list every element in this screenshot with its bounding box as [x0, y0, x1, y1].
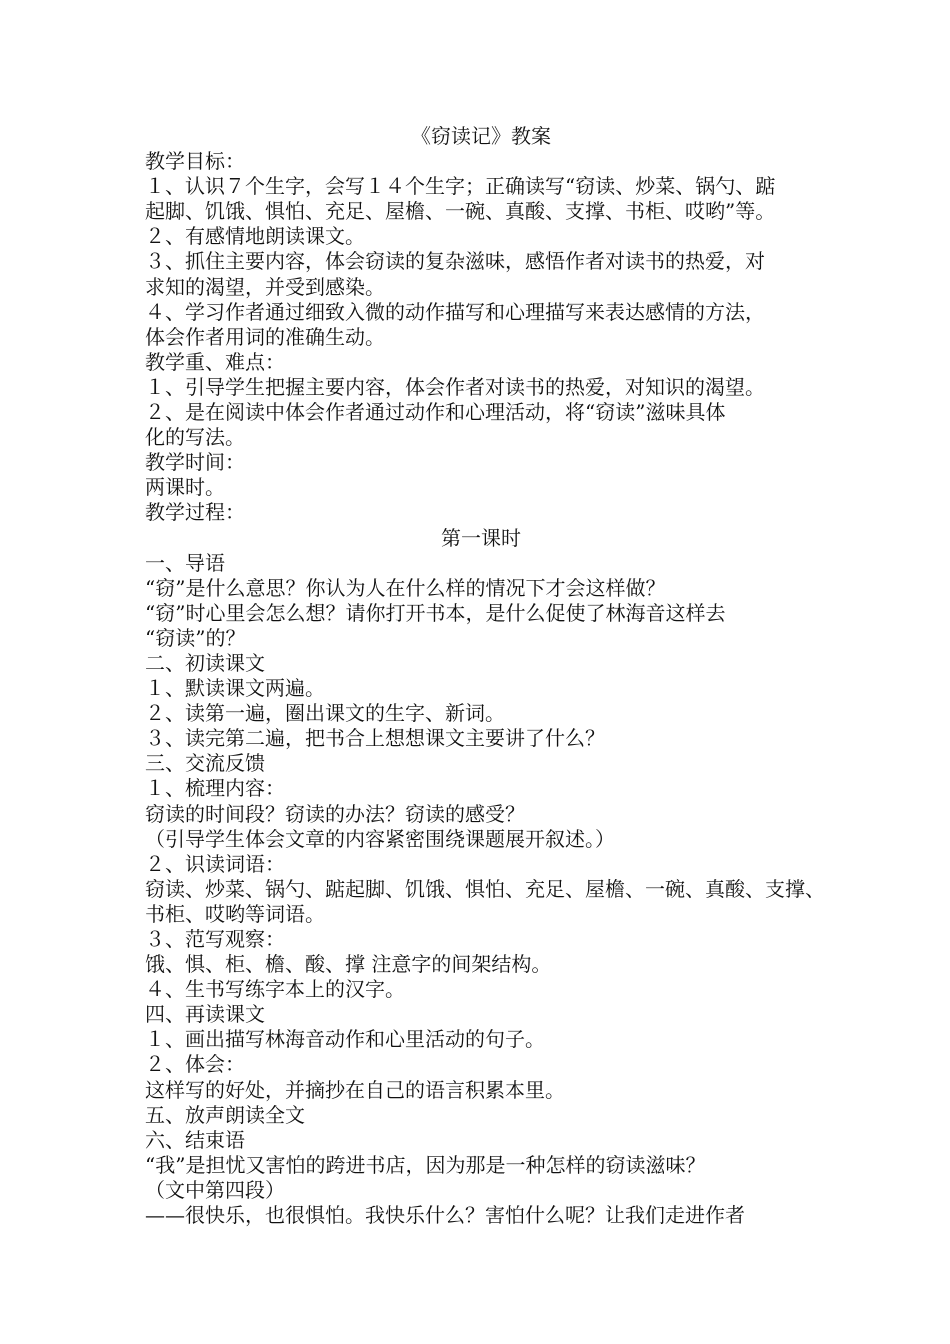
text-line: ２、读第一遍，圈出课文的生字、新词。 [145, 701, 505, 726]
text-line: “窃”时心里会怎么想？请你打开书本，是什么促使了林海音这样去 [145, 600, 726, 625]
text-line: ２、体会： [145, 1052, 245, 1077]
section-heading: 第一课时 [441, 525, 521, 550]
text-line: ４、生书写练字本上的汉字。 [145, 977, 405, 1002]
text-line: “我”是担忧又害怕的跨进书店，因为那是一种怎样的窃读滋味？ [145, 1152, 706, 1177]
text-line: 三、交流反馈 [145, 751, 265, 776]
text-line: １、默读课文两遍。 [145, 676, 325, 701]
text-line: ３、抓住主要内容，体会窃读的复杂滋味，感悟作者对读书的热爱，对 [145, 249, 765, 274]
text-line: “窃读”的？ [145, 625, 246, 650]
text-line: 教学重、难点： [145, 349, 285, 374]
text-line: 教学目标： [145, 149, 245, 174]
text-line: １、梳理内容： [145, 776, 285, 801]
text-line: 求知的渴望，并受到感染。 [145, 274, 385, 299]
text-line: 这样写的好处，并摘抄在自己的语言积累本里。 [145, 1077, 565, 1102]
text-line: 五、放声朗读全文 [145, 1102, 305, 1127]
text-line: 起脚、饥饿、惧怕、充足、屋檐、一碗、真酸、支撑、书柜、哎哟”等。 [145, 199, 776, 224]
text-line: 体会作者用词的准确生动。 [145, 324, 385, 349]
text-line: 四、再读课文 [145, 1002, 265, 1027]
text-line: 二、初读课文 [145, 650, 265, 675]
document-title: 《窃读记》教案 [411, 124, 551, 148]
text-line: 书柜、哎哟等词语。 [145, 901, 325, 926]
text-line: ２、识读词语： [145, 851, 285, 876]
text-line: ２、是在阅读中体会作者通过动作和心理活动，将“窃读”滋味具体 [145, 400, 726, 425]
text-line: 六、结束语 [145, 1127, 245, 1152]
document-body [145, 124, 825, 1228]
text-line: ——很快乐，也很惧怕。我快乐什么？害怕什么呢？让我们走进作者 [145, 1203, 745, 1228]
text-line: （引导学生体会文章的内容紧密围绕课题展开叙述。） [145, 826, 615, 851]
text-line: 两课时。 [145, 475, 225, 500]
text-line: 一、导语 [145, 550, 225, 575]
text-line: ３、读完第二遍，把书合上想想课文主要讲了什么？ [145, 726, 605, 751]
text-line: 化的写法。 [145, 425, 245, 450]
text-line: “窃”是什么意思？你认为人在什么样的情况下才会这样做？ [145, 575, 666, 600]
text-line: １、引导学生把握主要内容，体会作者对读书的热爱，对知识的渴望。 [145, 374, 765, 399]
text-line: ４、学习作者通过细致入微的动作描写和心理描写来表达感情的方法， [145, 299, 765, 324]
text-line: 窃读的时间段？窃读的办法？窃读的感受？ [145, 801, 525, 826]
text-line: （文中第四段） [145, 1177, 285, 1202]
text-line: ２、有感情地朗读课文。 [145, 224, 365, 249]
text-line: 教学过程： [145, 500, 245, 525]
text-line: 教学时间： [145, 450, 245, 475]
text-line: １、认识７个生字，会写１４个生字；正确读写“窃读、炒菜、锅勺、踮 [145, 174, 776, 199]
text-line: 窃读、炒菜、锅勺、踮起脚、饥饿、惧怕、充足、屋檐、一碗、真酸、支撑、 [145, 876, 825, 901]
text-line: １、画出描写林海音动作和心里活动的句子。 [145, 1027, 545, 1052]
text-line: ３、范写观察： [145, 927, 285, 951]
text-line: 饿、惧、柜、檐、酸、撑 注意字的间架结构。 [145, 952, 552, 977]
